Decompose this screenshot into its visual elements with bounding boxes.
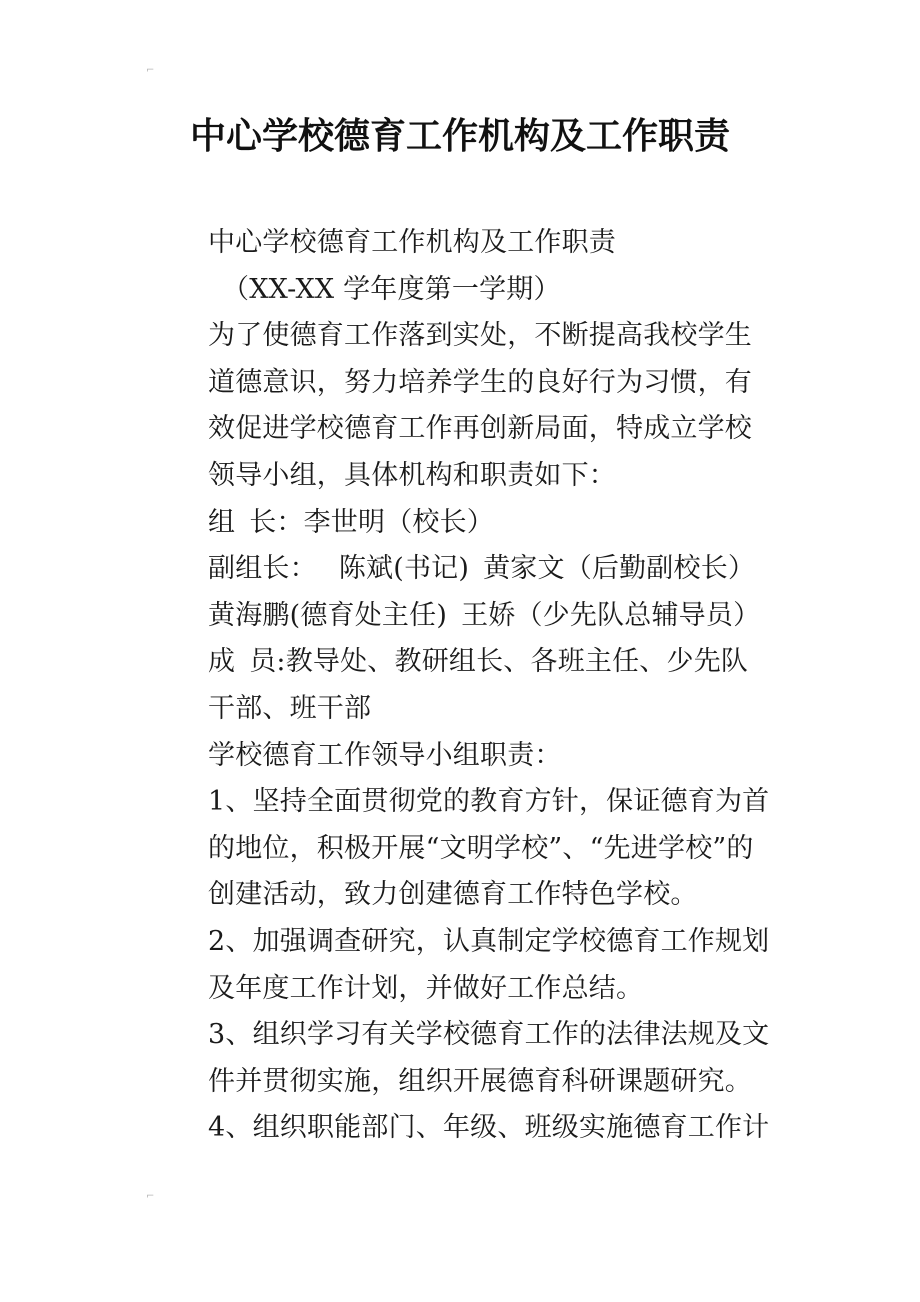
members-label-a: 成 [208,646,236,678]
corner-mark-bottom-icon: ⌐ [146,1191,155,1202]
leader-label-a: 组 [208,506,236,538]
duty-item-2: 2、加强调查研究，认真制定学校德育工作规划及年度工作计划，并做好工作总结。 [208,925,770,1004]
deputy-member-3: 黄海鹏(德育处主任) [208,599,448,631]
duty-item-3: 3、组织学习有关学校德育工作的法律法规及文件并贯彻实施，组织开展德育科研课题研究。 [208,1019,770,1097]
duty-item-4: 4、组织职能部门、年级、班级实施德育工作计 [208,1112,770,1144]
deputy-member-4: 王娇（少先队总辅导员） [461,599,761,631]
leader-name: 李世明（校长） [303,506,495,538]
leader-line [154,500,774,547]
members-paragraph [154,639,774,732]
leader-label-b: 长： [249,506,304,538]
deputy-member-1: 陈斌(书记) [338,553,470,585]
document-title: 中心学校德育工作机构及工作职责 [189,116,730,157]
deputy-line [154,546,774,593]
deputy-line-2 [154,593,774,640]
deputy-label: 副组长： [208,553,317,585]
document-subtitle: 中心学校德育工作机构及工作职责 [208,227,616,258]
members-text: 教导处、教研组长、各班主任、少先队干部、班干部 [208,646,749,724]
term-line: （XX-XX 学年度第一学期） [222,273,561,305]
duties-heading: 学校德育工作领导小组职责： [208,739,562,771]
duty-item-1: 1、坚持全面贯彻党的教育方针，保证德育为首的地位，积极开展“文明学校”、“先进学校”的创建活动，致力创建德育工作特色学校。 [208,786,770,911]
intro-paragraph: 为了使德育工作落到实处，不断提高我校学生道德意识，努力培养学生的良好行为习惯，有效促进学校德育工作再创新局面，特成立学校领导小组，具体机构和职责如下： [208,320,752,491]
document-body [154,220,774,1152]
corner-mark-icon: ⌐ [146,65,155,76]
deputy-member-2: 黄家文（后勤副校长） [483,553,756,585]
members-label-b: 员: [249,646,286,678]
